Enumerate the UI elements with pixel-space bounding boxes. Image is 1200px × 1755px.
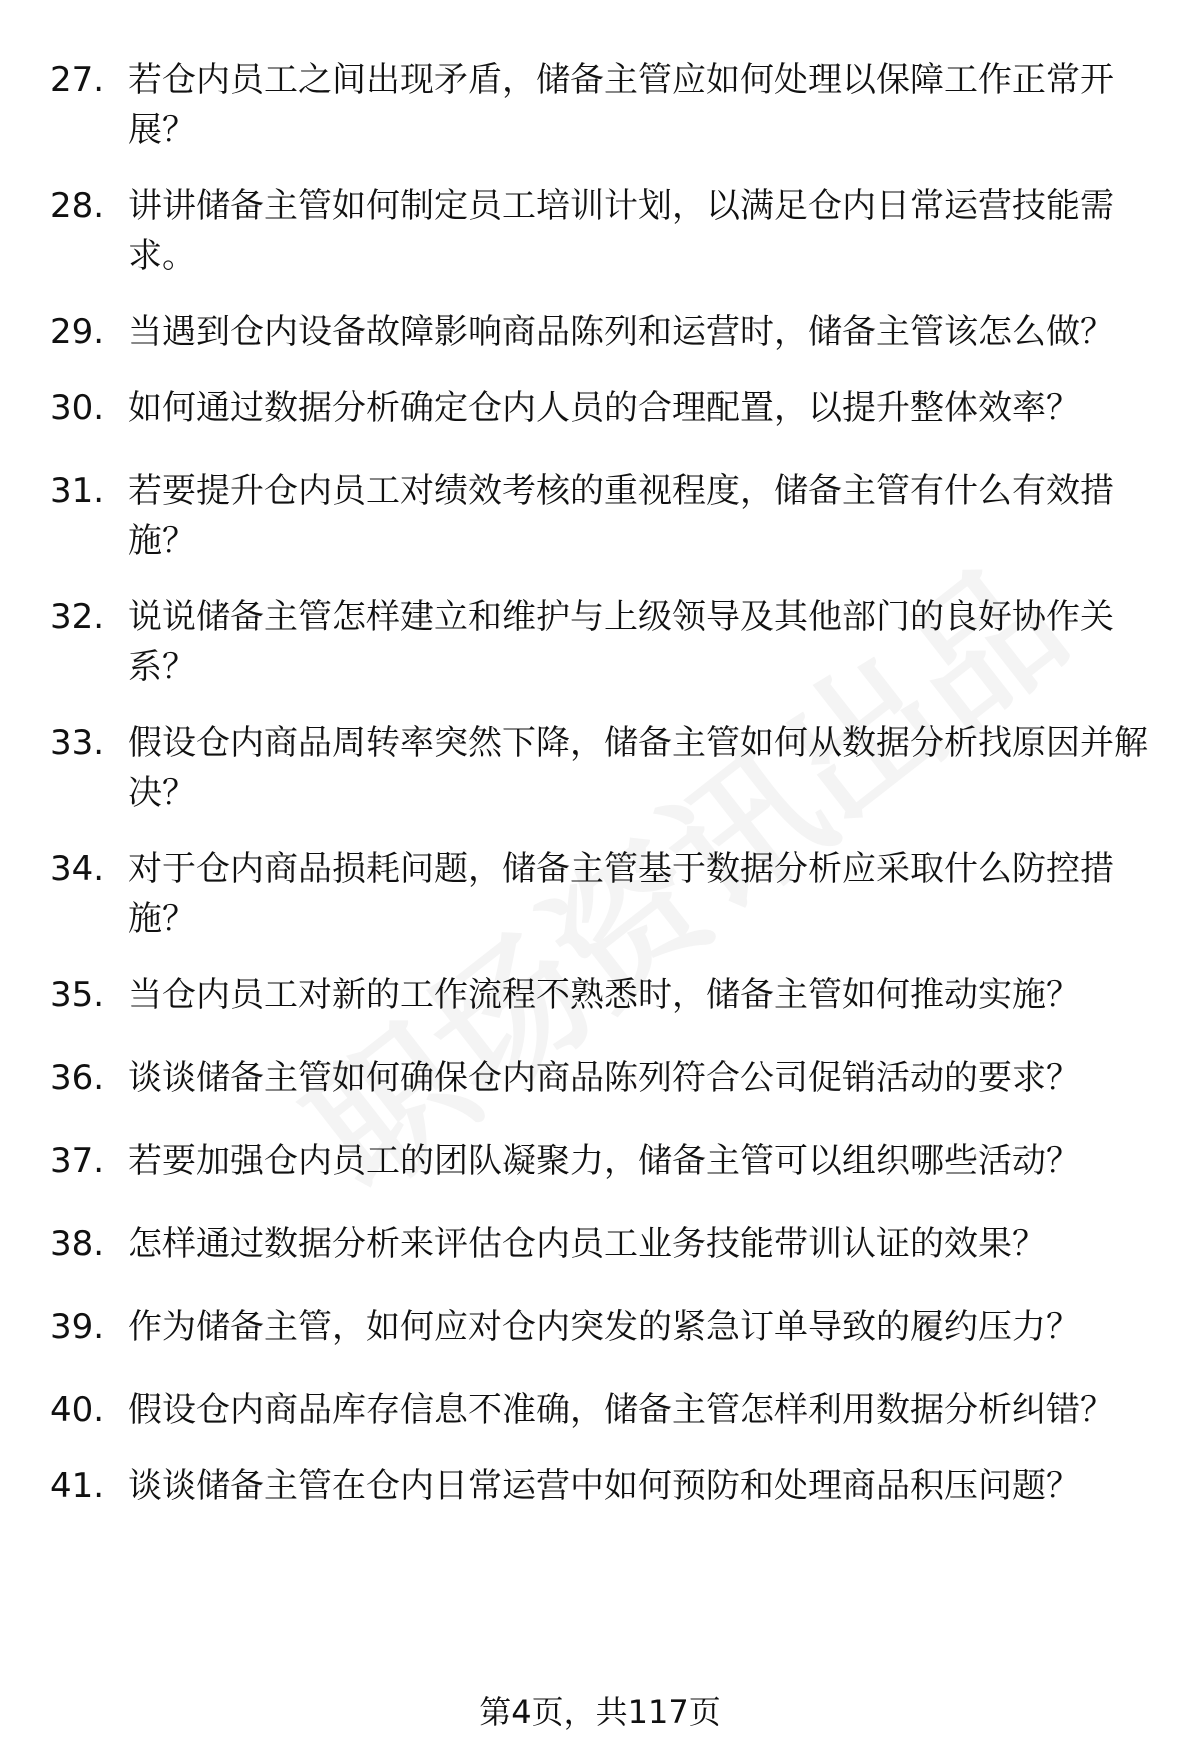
question-text: 当仓内员工对新的工作流程不熟悉时，储备主管如何推动实施？ (128, 975, 1080, 1015)
question-text: 若要提升仓内员工对绩效考核的重视程度，储备主管有什么有效措施？ (128, 471, 1114, 561)
question-number: 34. (50, 849, 105, 889)
question-item (50, 1461, 1160, 1511)
question-item (50, 466, 1160, 566)
question-item (50, 181, 1160, 281)
question-item (50, 1053, 1160, 1103)
question-text: 对于仓内商品损耗问题，储备主管基于数据分析应采取什么防控措施？ (128, 849, 1114, 939)
question-item (50, 55, 1160, 155)
question-number: 37. (50, 1141, 105, 1181)
question-item (50, 383, 1160, 433)
question-number: 40. (50, 1390, 105, 1430)
question-item (50, 718, 1160, 818)
question-number: 35. (50, 975, 105, 1015)
question-number: 32. (50, 597, 105, 637)
question-text: 如何通过数据分析确定仓内人员的合理配置，以提升整体效率？ (128, 388, 1080, 428)
question-number: 38. (50, 1224, 105, 1264)
question-number: 33. (50, 723, 105, 763)
question-number: 39. (50, 1307, 105, 1347)
question-item (50, 1385, 1160, 1435)
question-number: 36. (50, 1058, 105, 1098)
page-indicator: 第4页，共117页 (479, 1693, 721, 1731)
question-text: 若仓内员工之间出现矛盾，储备主管应如何处理以保障工作正常开展？ (128, 60, 1114, 150)
question-text: 若要加强仓内员工的团队凝聚力，储备主管可以组织哪些活动？ (128, 1141, 1080, 1181)
question-text: 怎样通过数据分析来评估仓内员工业务技能带训认证的效果？ (128, 1224, 1046, 1264)
question-item (50, 1219, 1160, 1269)
question-item (50, 844, 1160, 944)
question-number: 27. (50, 60, 105, 100)
question-item (50, 1136, 1160, 1186)
question-number: 31. (50, 471, 105, 511)
question-text: 当遇到仓内设备故障影响商品陈列和运营时，储备主管该怎么做？ (128, 312, 1114, 352)
question-text: 说说储备主管怎样建立和维护与上级领导及其他部门的良好协作关系？ (128, 597, 1114, 687)
question-number: 28. (50, 186, 105, 226)
question-item (50, 1302, 1160, 1352)
question-text: 讲讲储备主管如何制定员工培训计划，以满足仓内日常运营技能需求。 (128, 186, 1114, 276)
question-text: 作为储备主管，如何应对仓内突发的紧急订单导致的履约压力？ (128, 1307, 1080, 1347)
question-text: 谈谈储备主管如何确保仓内商品陈列符合公司促销活动的要求？ (128, 1058, 1080, 1098)
question-item (50, 307, 1160, 357)
question-text: 假设仓内商品周转率突然下降，储备主管如何从数据分析找原因并解决？ (128, 723, 1148, 813)
question-number: 29. (50, 312, 105, 352)
question-list (50, 55, 1160, 1544)
question-number: 30. (50, 388, 105, 428)
question-item (50, 970, 1160, 1020)
question-item (50, 592, 1160, 692)
question-text: 假设仓内商品库存信息不准确，储备主管怎样利用数据分析纠错？ (128, 1390, 1114, 1430)
question-number: 41. (50, 1466, 105, 1506)
question-text: 谈谈储备主管在仓内日常运营中如何预防和处理商品积压问题？ (128, 1466, 1080, 1506)
